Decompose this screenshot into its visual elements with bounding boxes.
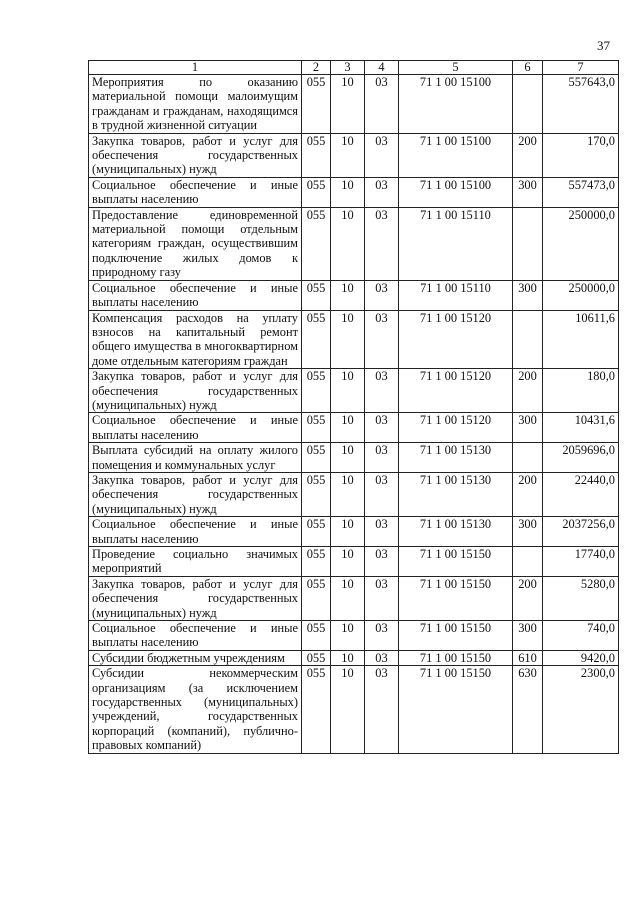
header-cell-3: 3 — [331, 61, 365, 75]
cell-ministry-code: 055 — [302, 413, 331, 443]
cell-section-code: 10 — [331, 133, 365, 177]
header-cell-6: 6 — [513, 61, 543, 75]
cell-ministry-code: 055 — [302, 280, 331, 310]
cell-subsection-code: 03 — [365, 621, 399, 651]
cell-target-article: 71 1 00 15120 — [399, 310, 513, 369]
cell-ministry-code: 055 — [302, 177, 331, 207]
cell-expense-type: 630 — [513, 666, 543, 753]
cell-name: Закупка товаров, работ и услуг для обеспечения государственных (муниципальных) нужд — [89, 472, 302, 516]
cell-subsection-code: 03 — [365, 413, 399, 443]
cell-section-code: 10 — [331, 207, 365, 280]
cell-amount: 180,0 — [543, 369, 619, 413]
cell-name: Социальное обеспечение и иные выплаты населению — [89, 621, 302, 651]
cell-target-article: 71 1 00 15130 — [399, 517, 513, 547]
cell-expense-type: 300 — [513, 517, 543, 547]
cell-section-code: 10 — [331, 576, 365, 620]
cell-ministry-code: 055 — [302, 576, 331, 620]
cell-amount: 557643,0 — [543, 75, 619, 134]
cell-amount: 250000,0 — [543, 280, 619, 310]
cell-expense-type — [513, 75, 543, 134]
table-row — [89, 472, 619, 516]
cell-expense-type: 200 — [513, 369, 543, 413]
cell-name: Социальное обеспечение и иные выплаты населению — [89, 517, 302, 547]
header-cell-5: 5 — [399, 61, 513, 75]
cell-amount: 2300,0 — [543, 666, 619, 753]
cell-section-code: 10 — [331, 280, 365, 310]
cell-ministry-code: 055 — [302, 472, 331, 516]
cell-subsection-code: 03 — [365, 443, 399, 473]
cell-subsection-code: 03 — [365, 666, 399, 753]
cell-section-code: 10 — [331, 413, 365, 443]
cell-name: Социальное обеспечение и иные выплаты населению — [89, 177, 302, 207]
cell-section-code: 10 — [331, 75, 365, 134]
cell-expense-type: 300 — [513, 413, 543, 443]
cell-section-code: 10 — [331, 310, 365, 369]
cell-target-article: 71 1 00 15150 — [399, 650, 513, 665]
cell-target-article: 71 1 00 15150 — [399, 547, 513, 577]
cell-section-code: 10 — [331, 517, 365, 547]
cell-target-article: 71 1 00 15100 — [399, 133, 513, 177]
table-row — [89, 413, 619, 443]
cell-section-code: 10 — [331, 621, 365, 651]
cell-ministry-code: 055 — [302, 650, 331, 665]
cell-expense-type: 300 — [513, 280, 543, 310]
table-row — [89, 517, 619, 547]
table-row — [89, 369, 619, 413]
cell-expense-type: 200 — [513, 576, 543, 620]
table-row — [89, 576, 619, 620]
cell-name: Социальное обеспечение и иные выплаты населению — [89, 413, 302, 443]
table-row — [89, 75, 619, 134]
table-row — [89, 177, 619, 207]
cell-section-code: 10 — [331, 666, 365, 753]
cell-target-article: 71 1 00 15130 — [399, 443, 513, 473]
table-row — [89, 621, 619, 651]
table-row — [89, 666, 619, 753]
cell-amount: 9420,0 — [543, 650, 619, 665]
cell-target-article: 71 1 00 15100 — [399, 177, 513, 207]
cell-name: Субсидии бюджетным учреждениям — [89, 650, 302, 665]
cell-name: Социальное обеспечение и иные выплаты населению — [89, 280, 302, 310]
cell-ministry-code: 055 — [302, 443, 331, 473]
table-row — [89, 443, 619, 473]
cell-subsection-code: 03 — [365, 547, 399, 577]
cell-ministry-code: 055 — [302, 207, 331, 280]
cell-expense-type — [513, 207, 543, 280]
cell-ministry-code: 055 — [302, 310, 331, 369]
cell-name: Мероприятия по оказанию материальной помощи малоимущим гражданам и гражданам, находящимся в трудной жизненной ситуации — [89, 75, 302, 134]
cell-name: Закупка товаров, работ и услуг для обеспечения государственных (муниципальных) нужд — [89, 369, 302, 413]
cell-target-article: 71 1 00 15110 — [399, 280, 513, 310]
table-row — [89, 310, 619, 369]
table-body — [89, 75, 619, 754]
table-row — [89, 650, 619, 665]
table-row — [89, 547, 619, 577]
cell-name: Проведение социально значимых мероприятий — [89, 547, 302, 577]
header-cell-2: 2 — [302, 61, 331, 75]
cell-section-code: 10 — [331, 547, 365, 577]
cell-subsection-code: 03 — [365, 650, 399, 665]
page-number: 37 — [597, 38, 610, 53]
cell-expense-type — [513, 443, 543, 473]
cell-subsection-code: 03 — [365, 369, 399, 413]
cell-ministry-code: 055 — [302, 369, 331, 413]
cell-expense-type: 200 — [513, 133, 543, 177]
cell-ministry-code: 055 — [302, 517, 331, 547]
cell-subsection-code: 03 — [365, 177, 399, 207]
cell-name: Закупка товаров, работ и услуг для обеспечения государственных (муниципальных) нужд — [89, 576, 302, 620]
cell-ministry-code: 055 — [302, 666, 331, 753]
cell-ministry-code: 055 — [302, 621, 331, 651]
cell-subsection-code: 03 — [365, 576, 399, 620]
cell-amount: 10611,6 — [543, 310, 619, 369]
cell-ministry-code: 055 — [302, 133, 331, 177]
header-cell-4: 4 — [365, 61, 399, 75]
cell-section-code: 10 — [331, 369, 365, 413]
cell-target-article: 71 1 00 15150 — [399, 576, 513, 620]
table-row — [89, 133, 619, 177]
cell-amount: 250000,0 — [543, 207, 619, 280]
cell-amount: 2059696,0 — [543, 443, 619, 473]
table-row — [89, 207, 619, 280]
cell-target-article: 71 1 00 15100 — [399, 75, 513, 134]
table-header — [89, 61, 619, 75]
cell-name: Субсидии некоммерческим организациям (за исключением государственных (муниципальных) учреждений, государственных корпораций (компаний), публично-правовых компаний) — [89, 666, 302, 753]
cell-expense-type — [513, 547, 543, 577]
cell-target-article: 71 1 00 15130 — [399, 472, 513, 516]
cell-target-article: 71 1 00 15150 — [399, 666, 513, 753]
budget-table — [88, 60, 619, 754]
header-row — [89, 61, 619, 75]
cell-expense-type: 610 — [513, 650, 543, 665]
cell-amount: 740,0 — [543, 621, 619, 651]
cell-name: Выплата субсидий на оплату жилого помещения и коммунальных услуг — [89, 443, 302, 473]
cell-subsection-code: 03 — [365, 207, 399, 280]
cell-expense-type: 200 — [513, 472, 543, 516]
cell-amount: 5280,0 — [543, 576, 619, 620]
header-cell-1: 1 — [89, 61, 302, 75]
cell-expense-type: 300 — [513, 177, 543, 207]
cell-target-article: 71 1 00 15120 — [399, 413, 513, 443]
cell-expense-type — [513, 310, 543, 369]
cell-section-code: 10 — [331, 472, 365, 516]
cell-subsection-code: 03 — [365, 133, 399, 177]
cell-amount: 170,0 — [543, 133, 619, 177]
cell-section-code: 10 — [331, 443, 365, 473]
cell-section-code: 10 — [331, 650, 365, 665]
cell-target-article: 71 1 00 15110 — [399, 207, 513, 280]
cell-section-code: 10 — [331, 177, 365, 207]
table-row — [89, 280, 619, 310]
cell-amount: 10431,6 — [543, 413, 619, 443]
cell-name: Компенсация расходов на уплату взносов на капитальный ремонт общего имущества в многоквартирном доме отдельным категориям граждан — [89, 310, 302, 369]
cell-amount: 2037256,0 — [543, 517, 619, 547]
cell-target-article: 71 1 00 15150 — [399, 621, 513, 651]
cell-name: Закупка товаров, работ и услуг для обеспечения государственных (муниципальных) нужд — [89, 133, 302, 177]
cell-amount: 557473,0 — [543, 177, 619, 207]
cell-name: Предоставление единовременной материальной помощи отдельным категориям граждан, осуществившим подключение жилых домов к природному газу — [89, 207, 302, 280]
cell-amount: 22440,0 — [543, 472, 619, 516]
cell-expense-type: 300 — [513, 621, 543, 651]
cell-subsection-code: 03 — [365, 517, 399, 547]
header-cell-7: 7 — [543, 61, 619, 75]
cell-ministry-code: 055 — [302, 75, 331, 134]
cell-subsection-code: 03 — [365, 310, 399, 369]
cell-ministry-code: 055 — [302, 547, 331, 577]
cell-amount: 17740,0 — [543, 547, 619, 577]
cell-subsection-code: 03 — [365, 75, 399, 134]
cell-subsection-code: 03 — [365, 472, 399, 516]
cell-target-article: 71 1 00 15120 — [399, 369, 513, 413]
cell-subsection-code: 03 — [365, 280, 399, 310]
